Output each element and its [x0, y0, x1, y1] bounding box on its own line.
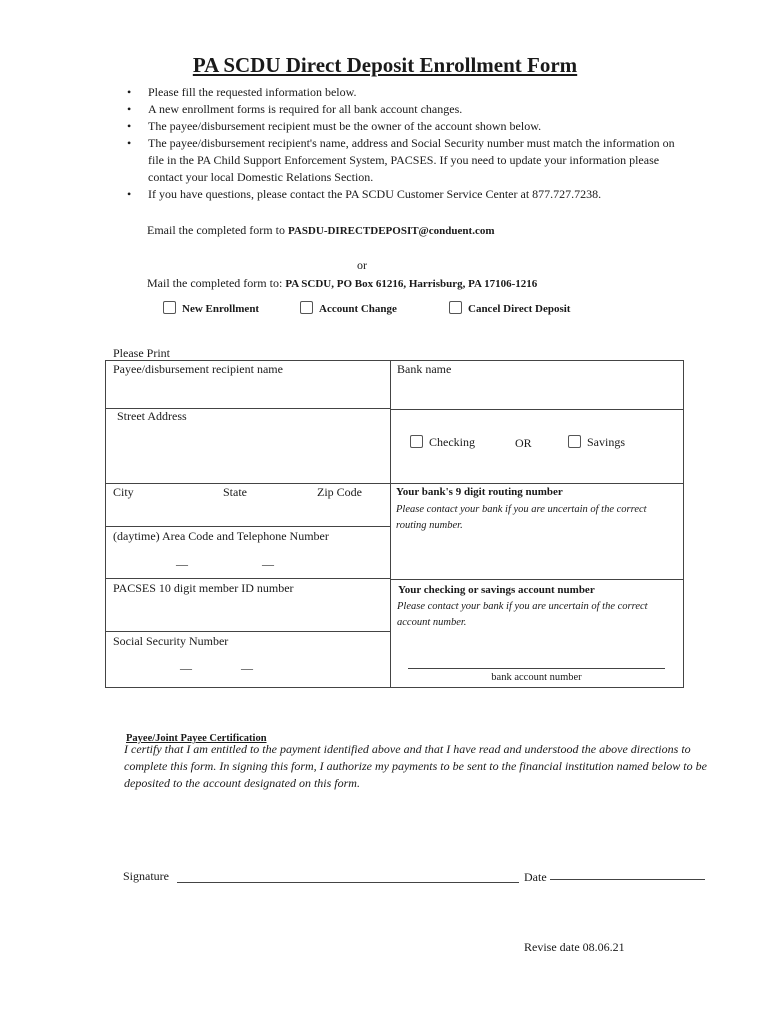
bank-account-number-label: bank account number: [491, 672, 582, 683]
phone-separator: —: [176, 557, 188, 571]
email-address[interactable]: PASDU-DIRECTDEPOSIT@conduent.com: [287, 225, 495, 237]
instruction-item: • A new enrollment forms is required for all bank account changes.: [127, 102, 463, 116]
row-divider: [105, 578, 390, 579]
account-number-title: Your checking or savings account number: [398, 584, 595, 596]
city-label: City: [113, 485, 134, 499]
date-line[interactable]: [550, 879, 705, 880]
email-instruction: [147, 223, 495, 238]
new-enrollment-option[interactable]: New Enrollment: [163, 301, 259, 315]
instruction-item: • The payee/disbursement recipient must be the owner of the account shown below.: [127, 119, 542, 133]
row-divider: [390, 483, 684, 484]
row-divider: [390, 579, 684, 580]
please-print-label: Please Print: [113, 346, 170, 360]
street-address-label: Street Address: [117, 409, 187, 423]
or-separator: OR: [515, 436, 532, 450]
pacses-id-label: PACSES 10 digit member ID number: [113, 581, 294, 595]
instruction-item: • Please fill the requested information below.: [127, 85, 357, 99]
row-divider: [105, 526, 390, 527]
signature-label: Signature: [123, 869, 169, 883]
routing-number-note: Please contact your bank if you are uncertain of the correct routing number.: [396, 504, 647, 531]
new-enrollment-checkbox[interactable]: [163, 301, 176, 314]
instruction-item: • The payee/disbursement recipient's name, address and Social Security number must match the information on file in the PA Child Support Enforcement System, PACSES. If you need to update your information please contact your local Domestic Relations Section.: [127, 136, 675, 184]
savings-option[interactable]: Savings: [568, 435, 625, 450]
ssn-separator: —: [180, 661, 192, 675]
savings-checkbox[interactable]: [568, 435, 581, 448]
ssn-separator: —: [241, 661, 253, 675]
cancel-direct-deposit-checkbox[interactable]: [449, 301, 462, 314]
payee-name-label: Payee/disbursement recipient name: [113, 362, 283, 376]
cancel-direct-deposit-option[interactable]: Cancel Direct Deposit: [449, 301, 570, 315]
row-divider: [105, 483, 390, 484]
mail-address: PA SCDU, PO Box 61216, Harrisburg, PA 17106-1216: [285, 278, 538, 290]
instructions-list: [127, 84, 687, 203]
account-number-note: Please contact your bank if you are uncertain of the correct account number.: [397, 601, 648, 628]
revise-date: Revise date 08.06.21: [524, 940, 625, 954]
state-label: State: [223, 485, 247, 499]
mail-label: Mail the completed form to:: [147, 276, 283, 290]
or-text: or: [357, 258, 367, 272]
instruction-item: • If you have questions, please contact the PA SCDU Customer Service Center at 877.727.7238.: [127, 187, 602, 201]
form-title: PA SCDU Direct Deposit Enrollment Form: [192, 53, 578, 77]
signature-line[interactable]: [177, 882, 519, 883]
certification-text: I certify that I am entitled to the payment identified above and that I have read and understood the above directions to complete this form. In signing this form, I authorize my payments to be sent to the financial institution named below to be deposited to the account designated on this form.: [124, 742, 707, 790]
row-divider: [390, 409, 684, 410]
bank-name-label: Bank name: [397, 362, 452, 376]
row-divider: [105, 631, 390, 632]
account-change-option[interactable]: Account Change: [300, 301, 397, 315]
date-label: Date: [524, 870, 547, 884]
phone-separator: —: [262, 557, 274, 571]
checking-checkbox[interactable]: [410, 435, 423, 448]
ssn-label: Social Security Number: [113, 634, 229, 648]
checking-option[interactable]: Checking: [410, 435, 475, 450]
zip-code-label: Zip Code: [317, 485, 362, 499]
email-label: Email the completed form to: [147, 223, 285, 237]
account-change-checkbox[interactable]: [300, 301, 313, 314]
mail-instruction: [147, 276, 537, 291]
routing-number-title: Your bank's 9 digit routing number: [396, 486, 563, 498]
certification-heading: Payee/Joint Payee Certification: [126, 733, 267, 744]
telephone-label: (daytime) Area Code and Telephone Number: [113, 529, 329, 543]
bank-account-number-line[interactable]: [408, 668, 665, 669]
